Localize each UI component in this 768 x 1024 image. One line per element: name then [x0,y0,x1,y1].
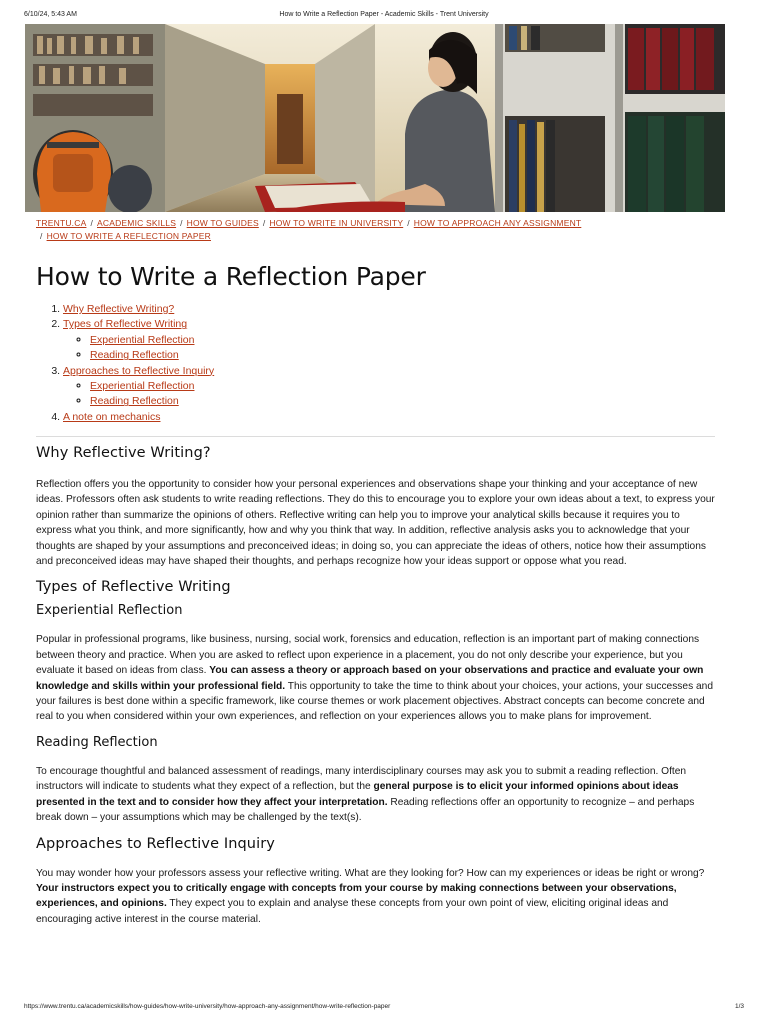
paragraph-text: You may wonder how your professors assess your reflective writing. What are they looking for? How can my experiences or ideas be right or wrong? [36,867,705,879]
toc-list [36,302,536,425]
heading-why-reflective-writing: Why Reflective Writing? [36,445,211,461]
toc-subitem [90,394,536,409]
heading-approaches-to-reflective-inquiry: Approaches to Reflective Inquiry [36,835,275,852]
print-document-title: How to Write a Reflection Paper - Academic Skills - Trent University [279,11,489,18]
breadcrumb-link-how-to-approach-any-assignment[interactable]: HOW TO APPROACH ANY ASSIGNMENT [413,218,582,228]
toc-item [63,302,536,317]
breadcrumb [36,217,726,243]
paragraph-text: Reading reflections offer an opportunity to recognize – and perhaps break down – your assumptions which may be challenged by the text(s). [36,796,695,824]
toc-link-approaches-to-reflective-inquiry[interactable]: Approaches to Reflective Inquiry [63,364,215,377]
toc-sublist [63,333,536,364]
paragraph-emphasis: general purpose is to elicit your informed opinions about ideas presented in the text and to consider how they affect your interpretation. [36,781,679,808]
breadcrumb-separator: / [262,218,266,228]
breadcrumb-link-academic-skills[interactable]: ACADEMIC SKILLS [97,218,177,228]
toc-link-types-experiential-reflection[interactable]: Experiential Reflection [90,333,195,346]
hero-image [25,24,725,212]
toc-subitem [90,333,536,348]
heading-reading-reflection: Reading Reflection [36,734,158,750]
print-url: https://www.trentu.ca/academicskills/how-guides/how-write-university/how-approach-any-assignment/how-write-reflection-paper [24,1003,391,1010]
section-divider [36,436,715,437]
print-page-number: 1/3 [734,1003,744,1010]
toc-item [63,410,536,425]
print-date: 6/10/24, 5:43 AM [24,11,77,18]
paragraph-text: To encourage thoughtful and balanced assessment of readings, many interdisciplinary courses may ask you to submit a reading reflection. Often instructors will indicate to students what they expect of a reflection, but the [36,765,687,793]
toc-subitem [90,348,536,363]
paragraph-approaches-to-reflective-inquiry [36,866,716,928]
print-footer [24,1003,744,1013]
table-of-contents [36,302,536,425]
heading-types-of-reflective-writing: Types of Reflective Writing [36,579,231,596]
paragraph-text: Popular in professional programs, like business, nursing, social work, forensics and education, reflection is an important part of making connections between theory and practice. When you are asked to reflect upon experience in a placement, you do not only describe your experience, but you evaluate it based on ideas from class. [36,634,700,677]
breadcrumb-link-how-to-guides[interactable]: HOW TO GUIDES [186,218,259,228]
toc-subitem [90,379,536,394]
paragraph-text: They expect you to explain and analyse these concepts from your own point of view, eliciting original ideas and encouraging active interest in the course material. [36,898,669,925]
breadcrumb-separator: / [40,231,43,241]
toc-link-approaches-reading-reflection[interactable]: Reading Reflection [90,395,179,408]
toc-item [63,317,536,363]
toc-item [63,364,536,410]
paragraph-experiential-reflection [36,632,716,724]
toc-sublist [63,379,536,410]
breadcrumb-separator: / [407,218,410,228]
breadcrumb-link-how-to-write-in-university[interactable]: HOW TO WRITE IN UNIVERSITY [269,218,404,228]
heading-experiential-reflection: Experiential Reflection [36,603,183,619]
breadcrumb-link-trentu[interactable]: TRENTU.CA [36,218,87,228]
toc-link-approaches-experiential-reflection[interactable]: Experiential Reflection [90,380,195,393]
toc-link-types-reading-reflection[interactable]: Reading Reflection [90,349,179,362]
toc-link-a-note-on-mechanics[interactable]: A note on mechanics [63,410,161,423]
paragraph-reading-reflection [36,764,716,826]
page-title: How to Write a Reflection Paper [36,262,426,291]
toc-link-types-of-reflective-writing[interactable]: Types of Reflective Writing [63,318,188,331]
paragraph-why-reflective-writing: Reflection offers you the opportunity to consider how your personal experiences and observations shape your thinking and your acceptance of new ideas. Professors often ask students to write reading reflections. They do this to encourage you to explore your own ideas about a text, to express your opinion rather than summarize the opinions of others. Reflective writing can help you to improve your analytical skills because it requires you to express what you think, and more significantly, how and why you think that way. In addition, reflective analysis asks you to acknowledge that your thoughts are shaped by your assumptions and preconceived ideas; in doing so, you can appreciate the ideas of others, notice how their assumptions and preconceived ideas may have shaped their thoughts, and perhaps recognize how your ideas support or oppose what you read. [36,479,715,568]
paragraph-emphasis: You can assess a theory or approach based on your observations and practice and evaluate your own knowledge and skills within your professional field. [36,665,704,692]
breadcrumb-separator: / [90,218,94,228]
toc-link-why-reflective-writing[interactable]: Why Reflective Writing? [63,303,175,315]
article-body [36,445,716,927]
breadcrumb-separator: / [180,218,183,228]
print-header [24,11,744,21]
paragraph-emphasis: Your instructors expect you to critically engage with concepts from your course by making connections between your observations, experiences, and opinions. [36,882,677,910]
breadcrumb-link-how-to-write-a-reflection-paper[interactable]: HOW TO WRITE A REFLECTION PAPER [46,231,211,241]
paragraph-text: This opportunity to take the time to think about your choices, your actions, your successes and your failures is best done within a specific framework, like course themes or work placement objectives. Abstract concepts can become concrete and real to you when considered within your own experiences, and reflection on your experiences allows you to make plans for improvement. [36,680,713,723]
